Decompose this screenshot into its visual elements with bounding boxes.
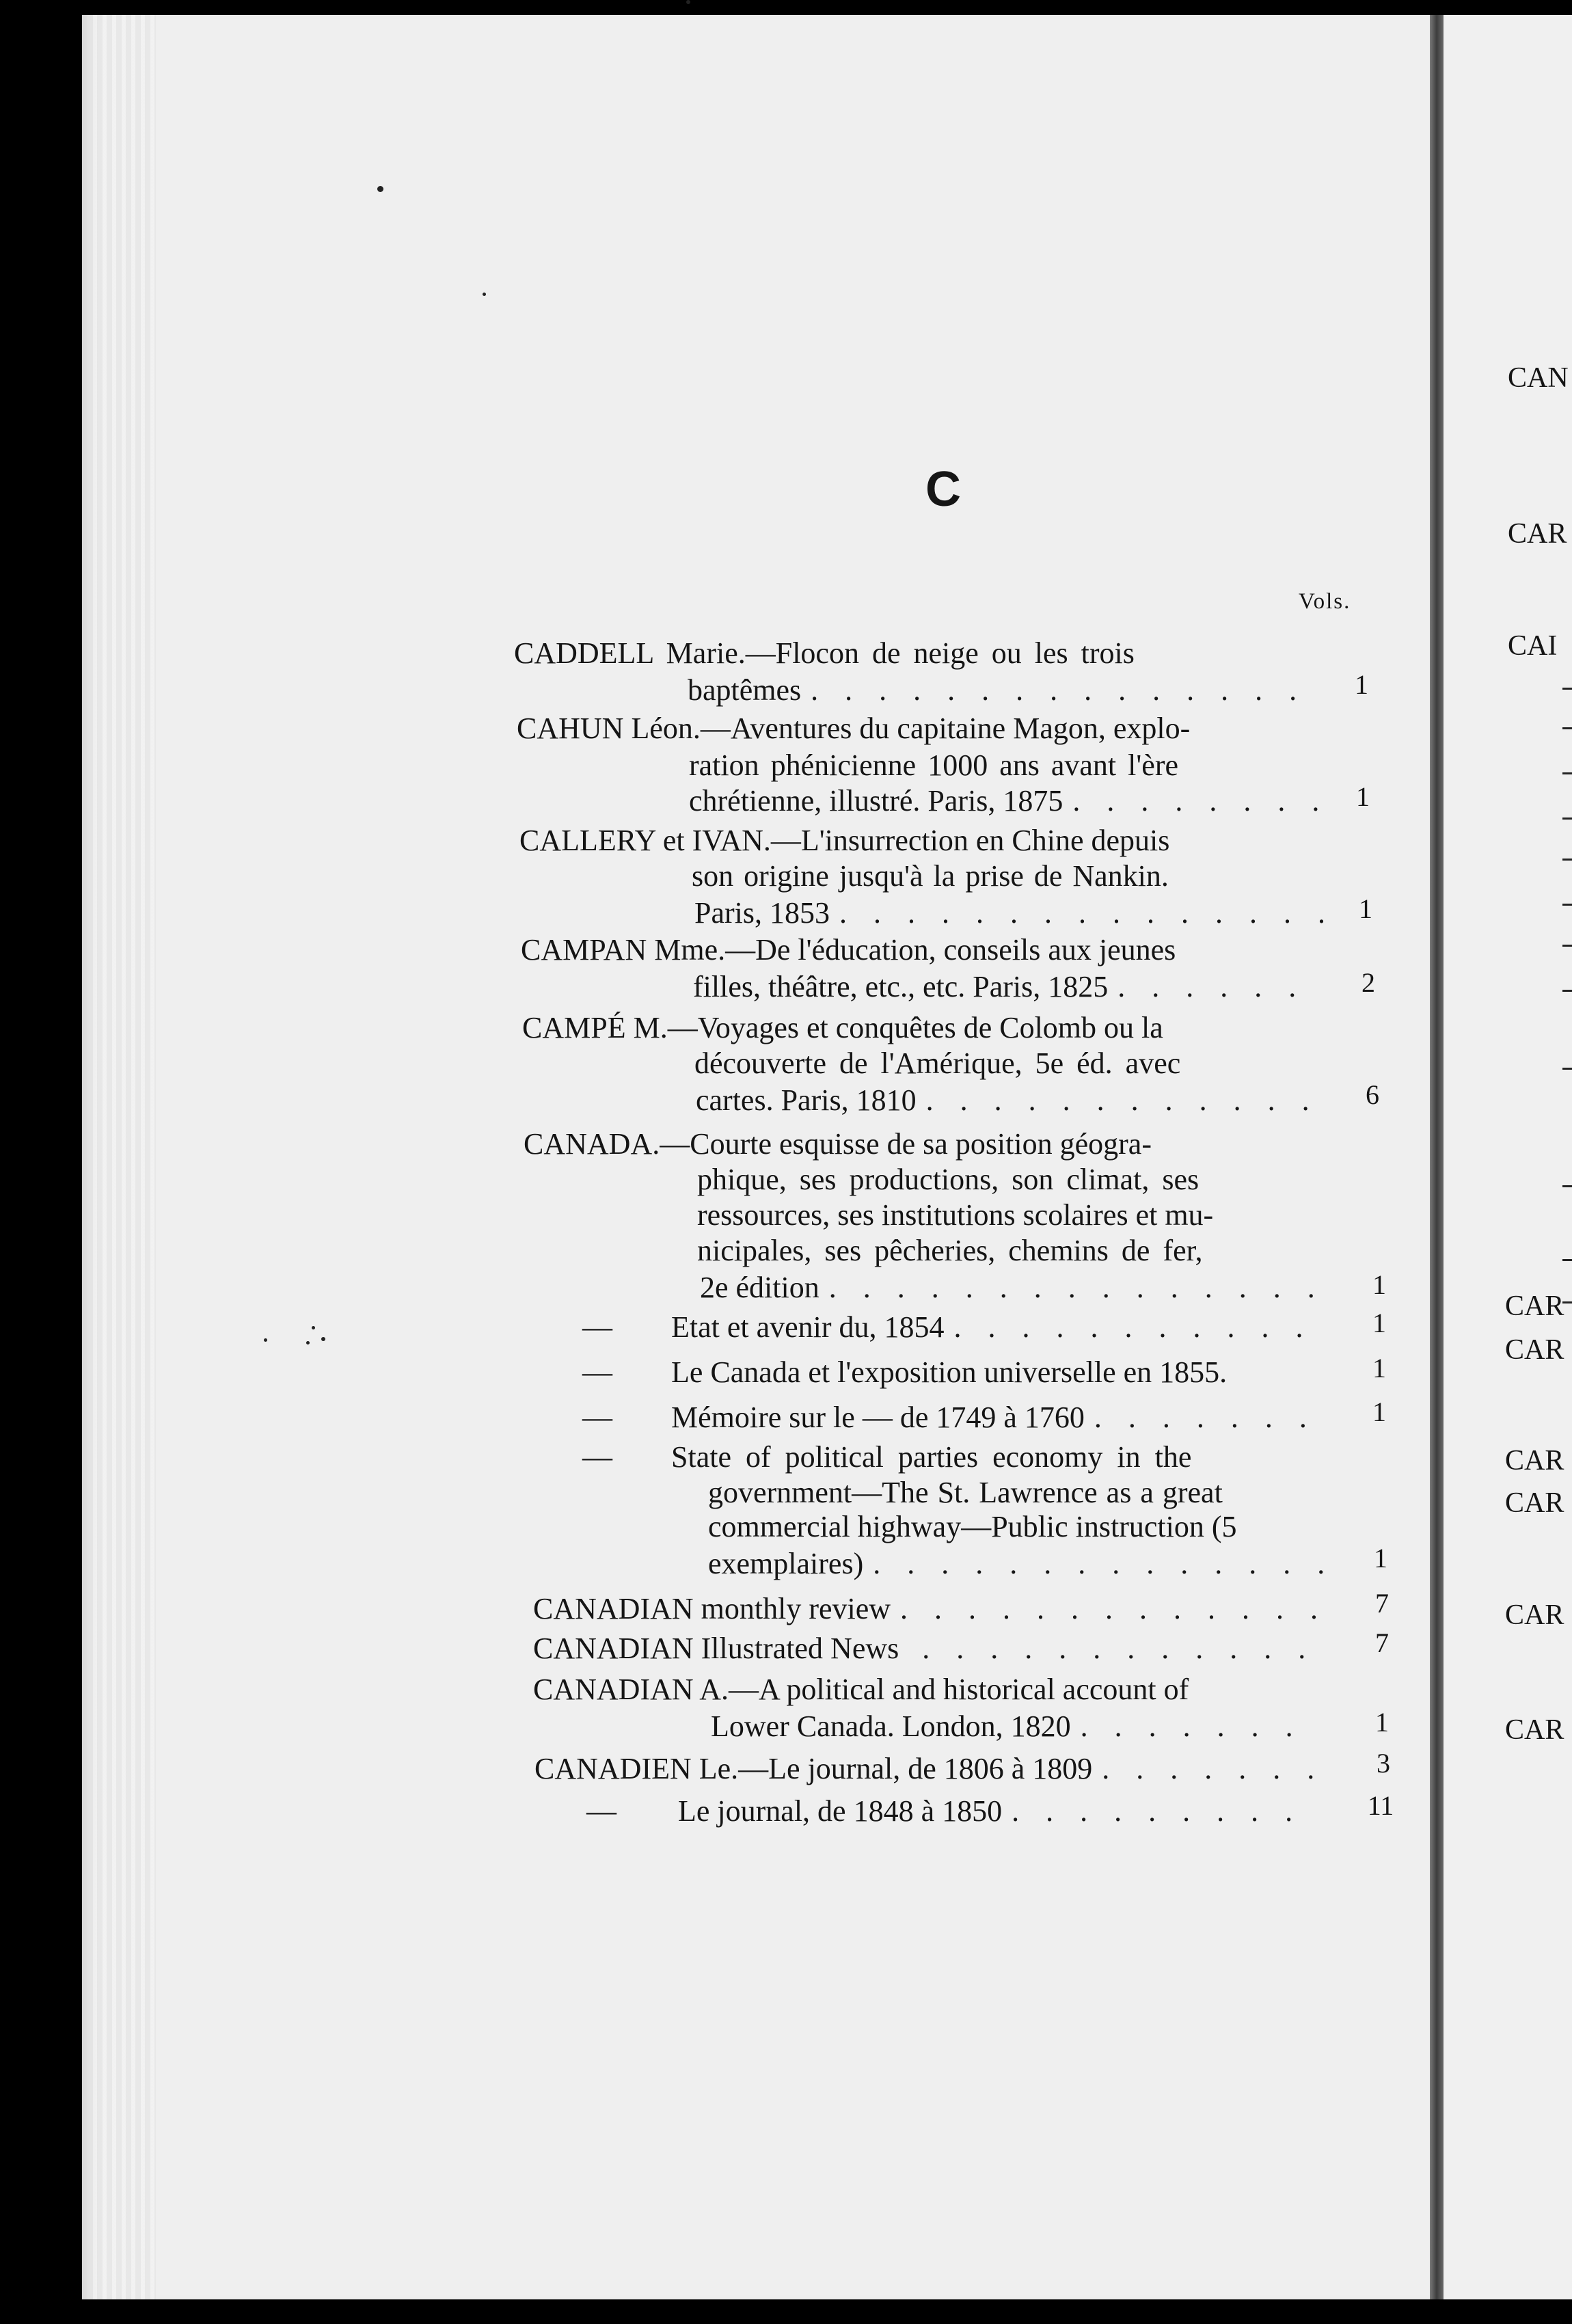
right-page-dash bbox=[1562, 688, 1572, 690]
entry-text: 2e édition bbox=[700, 1271, 819, 1304]
ditto-dash: — bbox=[582, 1401, 612, 1434]
right-page-dash bbox=[1562, 1068, 1572, 1070]
dot-leader: . . . . . . . bbox=[1102, 1752, 1325, 1785]
volume-count: 1 bbox=[1356, 781, 1370, 812]
entry-line: ration phénicienne 1000 ans avant l'ère bbox=[689, 748, 1178, 782]
right-page-dash bbox=[1562, 945, 1572, 947]
right-page-dash bbox=[1562, 818, 1572, 820]
entry-text: Le journal, de 1848 à 1850 bbox=[678, 1794, 1003, 1828]
dot-leader: . . . . . . . . . . . . . . . bbox=[811, 673, 1307, 707]
volume-count: 1 bbox=[1375, 1707, 1389, 1738]
entry-line: Le Canada et l'exposition universelle en 1855. bbox=[671, 1355, 1228, 1389]
dot-leader: . . . . . . . . . . . . bbox=[922, 1632, 1316, 1665]
entry-text: Paris, 1853 bbox=[694, 896, 830, 930]
ditto-dash: — bbox=[582, 1440, 612, 1474]
entry-line: son origine jusqu'à la prise de Nankin. bbox=[692, 859, 1169, 893]
volume-count: 2 bbox=[1361, 967, 1375, 998]
entry-line: phique, ses productions, son climat, ses bbox=[697, 1163, 1200, 1196]
dot-leader: . . . . . . bbox=[1117, 970, 1306, 1003]
volume-count: 6 bbox=[1366, 1079, 1379, 1110]
entry-text: CANADIAN Illustrated News bbox=[533, 1632, 899, 1665]
entry-text: filles, théâtre, etc., etc. Paris, 1825 bbox=[693, 970, 1109, 1003]
entry-line bbox=[700, 1273, 1325, 1303]
right-page-fragment: CAI bbox=[1508, 630, 1558, 662]
entry-line bbox=[671, 1403, 1316, 1433]
entry-line: government—The St. Lawrence as a great bbox=[708, 1476, 1223, 1509]
dot-leader: . . . . . . . . . . . . . . bbox=[873, 1547, 1335, 1580]
section-letter: C bbox=[925, 462, 961, 517]
entry-line: commercial highway—Public instruction (5 bbox=[708, 1510, 1237, 1543]
volume-count: 1 bbox=[1355, 669, 1368, 700]
entry-line: CANADA.—Courte esquisse de sa position géogra- bbox=[524, 1127, 1152, 1161]
right-page-dash bbox=[1562, 904, 1572, 906]
vols-column-header: Vols. bbox=[1299, 589, 1351, 614]
entry-line: CAMPAN Mme.—De l'éducation, conseils aux jeunes bbox=[521, 933, 1176, 967]
right-page-dash bbox=[1562, 727, 1572, 729]
entry-text: chrétienne, illustré. Paris, 1875 bbox=[689, 784, 1063, 818]
entry-line bbox=[708, 1549, 1334, 1579]
dot-leader: . . . . . . . bbox=[1094, 1401, 1316, 1434]
entry-line: CADDELL Marie.—Flocon de neige ou les trois bbox=[514, 636, 1135, 670]
entry-line: CANADIAN A.—A political and historical account of bbox=[533, 1673, 1189, 1706]
entry-text: Mémoire sur le — de 1749 à 1760 bbox=[671, 1401, 1085, 1434]
entry-line: State of political parties economy in the bbox=[671, 1440, 1192, 1474]
entry-line: nicipales, ses pêcheries, chemins de fer, bbox=[697, 1234, 1203, 1267]
ditto-dash: — bbox=[586, 1794, 616, 1828]
entry-line: découverte de l'Amérique, 5e éd. avec bbox=[694, 1046, 1181, 1080]
entry-line bbox=[534, 1754, 1324, 1784]
volume-count: 11 bbox=[1367, 1790, 1394, 1821]
right-page-fragment: CAR bbox=[1505, 1487, 1564, 1519]
entry-text: CANADIEN Le.—Le journal, de 1806 à 1809 bbox=[534, 1752, 1093, 1785]
volume-count: 1 bbox=[1372, 1308, 1386, 1338]
right-page-fragment: CAR bbox=[1505, 1291, 1564, 1322]
volume-count: 3 bbox=[1377, 1748, 1390, 1779]
volume-count: 1 bbox=[1372, 1396, 1386, 1427]
entry-line bbox=[694, 898, 1335, 928]
entry-line bbox=[671, 1312, 1313, 1342]
volume-count: 1 bbox=[1359, 893, 1372, 924]
volume-count: 1 bbox=[1374, 1543, 1387, 1573]
entry-text: Lower Canada. London, 1820 bbox=[711, 1710, 1071, 1743]
entry-line bbox=[711, 1712, 1303, 1742]
entry-line bbox=[678, 1796, 1302, 1826]
entry-line bbox=[688, 675, 1306, 705]
dot-leader: . . . . . . . . bbox=[1072, 784, 1329, 818]
dot-leader: . . . . . . . . . . . . . . . bbox=[839, 896, 1335, 930]
right-page-dash bbox=[1562, 772, 1572, 774]
dot-leader: . . . . . . . . . . . bbox=[953, 1310, 1313, 1344]
entry-text: CANADIAN monthly review bbox=[533, 1592, 891, 1625]
right-page-fragment: CAR bbox=[1505, 1599, 1564, 1631]
volume-count: 7 bbox=[1375, 1588, 1389, 1619]
entry-text: Etat et avenir du, 1854 bbox=[671, 1310, 945, 1344]
right-page-dash bbox=[1562, 990, 1572, 992]
entry-line: ressources, ses institutions scolaires et mu- bbox=[697, 1198, 1214, 1232]
dot-leader: . . . . . . . . . bbox=[1012, 1794, 1303, 1828]
right-page-dash bbox=[1562, 1259, 1572, 1261]
right-page-fragment: CAN bbox=[1508, 362, 1569, 394]
entry-line: CAHUN Léon.—Aventures du capitaine Magon, explo- bbox=[517, 712, 1191, 745]
volume-count: 1 bbox=[1372, 1353, 1386, 1383]
right-page-fragment: CAR bbox=[1505, 1445, 1564, 1476]
right-page-dash bbox=[1562, 859, 1572, 861]
dot-leader: . . . . . . . . . . . . . . . bbox=[828, 1271, 1325, 1304]
volume-count: 1 bbox=[1372, 1269, 1386, 1300]
right-page-fragment: CAR bbox=[1505, 1334, 1564, 1366]
entry-line bbox=[696, 1085, 1319, 1116]
dot-leader: . . . . . . . bbox=[1080, 1710, 1303, 1743]
entry-line bbox=[533, 1594, 1327, 1624]
volume-count: 7 bbox=[1375, 1627, 1389, 1658]
dot-leader: . . . . . . . . . . . . . bbox=[900, 1592, 1328, 1625]
right-page-fragment: CAR bbox=[1505, 1714, 1564, 1746]
ditto-dash: — bbox=[582, 1355, 612, 1389]
entry-text: cartes. Paris, 1810 bbox=[696, 1083, 917, 1117]
entry-text: exemplaires) bbox=[708, 1547, 864, 1580]
dot-leader: . . . . . . . . . . . . bbox=[925, 1083, 1319, 1117]
ditto-dash: — bbox=[582, 1310, 612, 1344]
right-page-dash bbox=[1562, 1185, 1572, 1187]
entry-line: CALLERY et IVAN.—L'insurrection en Chine depuis bbox=[519, 824, 1170, 857]
entry-text: baptêmes bbox=[688, 673, 802, 707]
entry-line bbox=[689, 786, 1329, 816]
entry-line bbox=[693, 972, 1305, 1002]
entry-line: CAMPÉ M.—Voyages et conquêtes de Colomb ou la bbox=[522, 1011, 1163, 1044]
entry-line bbox=[533, 1634, 1315, 1664]
right-page-fragment: CAR bbox=[1508, 518, 1567, 550]
